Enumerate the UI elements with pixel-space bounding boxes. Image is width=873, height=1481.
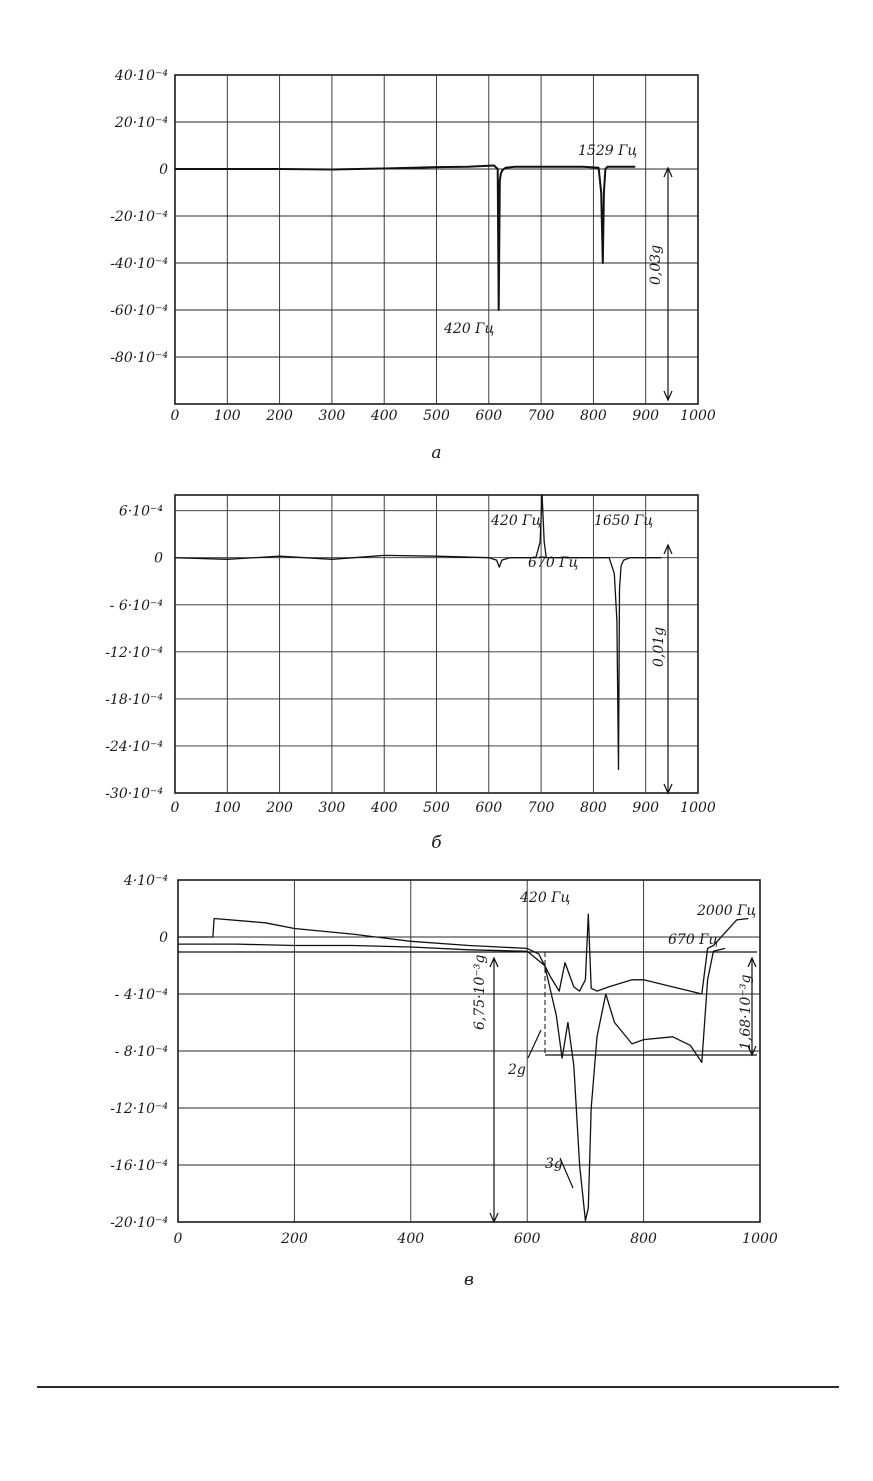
x-tick-label: 0: [170, 800, 180, 816]
y-tick-label: -16·10⁻⁴: [110, 1158, 168, 1174]
x-tick-label: 1000: [742, 1231, 778, 1247]
annotation-label: 1,68·10⁻³g: [738, 974, 754, 1050]
annotation-label: 670 Гц: [528, 555, 579, 571]
x-tick-label: 100: [213, 408, 241, 424]
y-tick-label: - 8·10⁻⁴: [114, 1044, 168, 1060]
x-tick-label: 300: [318, 800, 346, 816]
y-tick-label: -24·10⁻⁴: [105, 738, 163, 755]
panel-label: а: [431, 443, 442, 463]
pointer-2g: [528, 1030, 541, 1058]
x-tick-label: 800: [580, 408, 607, 424]
y-tick-label: 0: [154, 550, 163, 567]
annotation-label: 670 Гц: [668, 932, 719, 948]
y-tick-label: 0: [159, 162, 168, 178]
x-tick-label: 300: [318, 408, 346, 424]
x-tick-label: 800: [630, 1231, 657, 1247]
annotation-label: 420 Гц: [491, 513, 542, 529]
series-line-2: [178, 944, 725, 1221]
y-tick-label: 6·10⁻⁴: [118, 503, 163, 520]
y-tick-label: 20·10⁻⁴: [114, 115, 168, 131]
annotation-label: 1650 Гц: [594, 513, 654, 529]
x-tick-label: 600: [475, 408, 503, 424]
y-tick-label: -80·10⁻⁴: [110, 350, 168, 366]
y-tick-label: 4·10⁻⁴: [123, 873, 168, 889]
annotation-label: 420 Гц: [520, 890, 571, 906]
y-tick-label: -12·10⁻⁴: [105, 644, 163, 661]
x-tick-label: 200: [266, 800, 293, 816]
x-tick-label: 700: [527, 408, 555, 424]
y-tick-label: -20·10⁻⁴: [110, 1215, 168, 1231]
x-tick-label: 0: [173, 1231, 183, 1247]
y-tick-label: -18·10⁻⁴: [105, 691, 163, 708]
x-tick-label: 900: [632, 800, 660, 816]
x-tick-label: 200: [266, 408, 293, 424]
annotation-label: 0,03g: [648, 244, 664, 285]
annotation-label: 3g: [545, 1156, 563, 1172]
x-tick-label: 400: [370, 408, 398, 424]
chart-panel-2: [105, 495, 716, 853]
annotation-label: 2g: [508, 1062, 526, 1078]
panel-label: б: [431, 833, 442, 853]
y-tick-label: -12·10⁻⁴: [110, 1101, 168, 1117]
y-tick-label: 40·10⁻⁴: [114, 68, 168, 84]
x-tick-label: 400: [397, 1231, 425, 1247]
y-tick-label: -60·10⁻⁴: [110, 303, 168, 319]
annotation-label: 2000 Гц: [697, 903, 757, 919]
x-tick-label: 700: [527, 800, 555, 816]
pointer-3g: [560, 1158, 573, 1188]
x-tick-label: 600: [475, 800, 503, 816]
x-tick-label: 800: [580, 800, 607, 816]
panel-label: в: [464, 1270, 474, 1290]
y-tick-label: -20·10⁻⁴: [110, 209, 168, 225]
annotation-label: 420 Гц: [444, 321, 495, 337]
annotation-label: 6,75·10⁻³g: [472, 954, 488, 1030]
series-line-1: [175, 495, 661, 770]
x-tick-label: 1000: [680, 800, 716, 816]
y-tick-label: 0: [159, 930, 168, 946]
annotation-label: 1529 Гц: [578, 143, 638, 159]
x-tick-label: 100: [213, 800, 241, 816]
x-tick-label: 0: [170, 408, 180, 424]
chart-panel-1: [110, 68, 716, 463]
y-tick-label: - 6·10⁻⁴: [109, 597, 163, 614]
x-tick-label: 500: [423, 800, 450, 816]
x-tick-label: 1000: [680, 408, 716, 424]
x-tick-label: 900: [632, 408, 660, 424]
x-tick-label: 600: [513, 1231, 541, 1247]
x-tick-label: 200: [281, 1231, 308, 1247]
chart-panel-3: [110, 873, 778, 1290]
bottom-rule: [37, 1386, 839, 1388]
series-line-1: [175, 166, 635, 311]
x-tick-label: 500: [423, 408, 450, 424]
y-tick-label: -40·10⁻⁴: [110, 256, 168, 272]
series-line-1: [178, 914, 748, 994]
y-tick-label: - 4·10⁻⁴: [114, 987, 168, 1003]
annotation-label: 0,01g: [651, 626, 667, 667]
y-tick-label: -30·10⁻⁴: [105, 786, 163, 802]
x-tick-label: 400: [370, 800, 398, 816]
